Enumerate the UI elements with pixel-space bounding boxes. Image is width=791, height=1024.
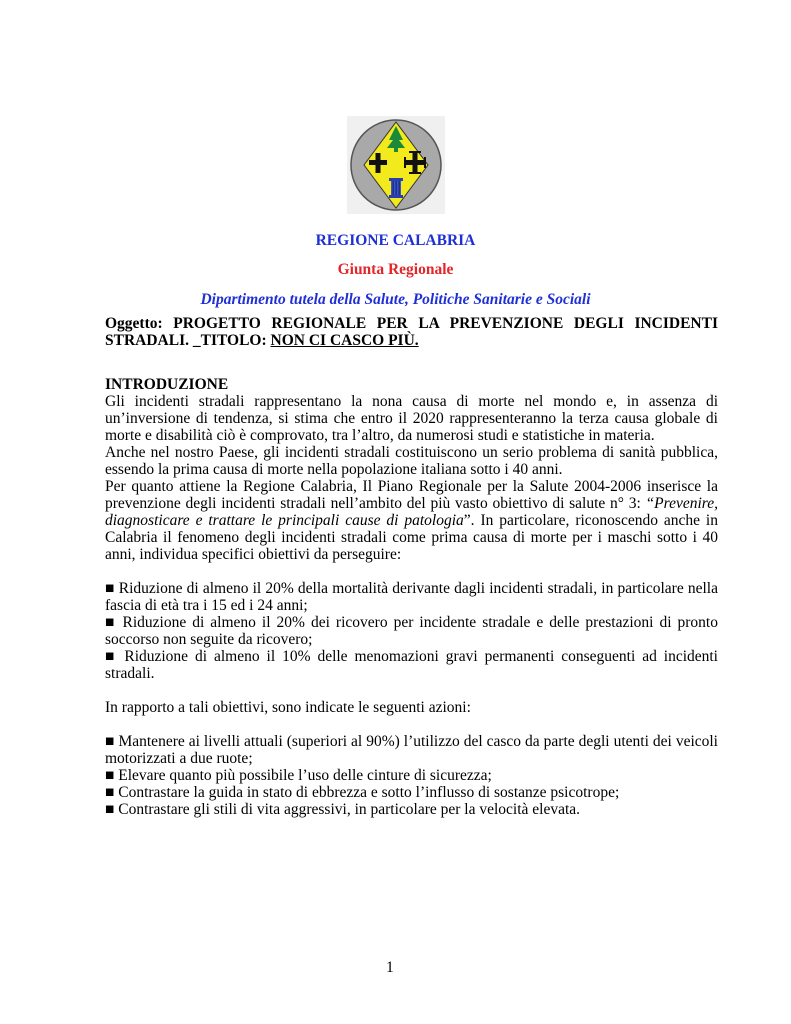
department-heading: Dipartimento tutela della Salute, Politiche Sanitarie e Sociali (200, 291, 591, 308)
introduction-section (105, 376, 718, 818)
project-title: NON CI CASCO PIÙ. (270, 332, 419, 349)
subject-text: PROGETTO REGIONALE PER LA PREVENZIONE DEGLI INCIDENTI STRADALI. _TITOLO: (105, 315, 718, 349)
subject-block (105, 315, 718, 349)
paragraph-3-quote: “Prevenire, diagnosticare e trattare le principali cause di patologia (105, 495, 718, 529)
paragraph-2: Anche nel nostro Paese, gli incidenti stradali costituiscono un serio problema di sanità pubblica, essendo la prima causa di morte nella popolazione italiana sotto i 40 anni. (105, 444, 718, 478)
page-number: 1 (386, 959, 394, 976)
council-heading: Giunta Regionale (337, 261, 454, 278)
action-item: ■ Elevare quanto più possibile l’uso delle cinture di sicurezza; (105, 767, 492, 784)
paragraph-3 (105, 478, 718, 563)
action-item: ■ Mantenere ai livelli attuali (superiori al 90%) l’utilizzo del casco da parte degli utenti dei veicoli motorizzati a due ruote; (105, 733, 718, 767)
action-item: ■ Contrastare la guida in stato di ebbrezza e sotto l’influsso di sostanze psicotrope; (105, 784, 620, 801)
objective-item: ■ Riduzione di almeno il 20% dei ricovero per incidente stradale e delle prestazioni di pronto soccorso non seguite da ricovero; (105, 614, 718, 648)
subject-label: Oggetto: (105, 315, 163, 332)
regione-calabria-emblem-icon (347, 116, 445, 214)
paragraph-3-end: ”. In particolare, riconoscendo anche in Calabria il fenomeno degli incidenti stradali come prima causa di morte per i maschi sotto i 40 anni, individua specifici obiettivi da perseguire: (105, 512, 718, 563)
paragraph-1: Gli incidenti stradali rappresentano la nona causa di morte nel mondo e, in assenza di un’inversione di tendenza, si stima che entro il 2020 rappresenteranno la terza causa globale di morte e disabilità ciò è comprovato, tra l’altro, da numerosi studi e statistiche in materia. (105, 393, 718, 444)
section-heading: INTRODUZIONE (105, 376, 229, 393)
objective-item: ■ Riduzione di almeno il 10% delle menomazioni gravi permanenti conseguenti ad incidenti stradali. (105, 648, 718, 682)
action-item: ■ Contrastare gli stili di vita aggressivi, in particolare per la velocità elevata. (105, 801, 581, 818)
region-heading: REGIONE CALABRIA (315, 232, 476, 249)
objective-item: ■ Riduzione di almeno il 20% della mortalità derivante dagli incidenti stradali, in particolare nella fascia di età tra i 15 ed i 24 anni; (105, 580, 718, 614)
actions-intro: In rapporto a tali obiettivi, sono indicate le seguenti azioni: (105, 699, 471, 716)
paragraph-3-start: Per quanto attiene la Regione Calabria, Il Piano Regionale per la Salute 2004-2006 inserisce la prevenzione degli incidenti stradali nell’ambito del più vasto obiettivo di salute n° 3: (105, 478, 718, 512)
